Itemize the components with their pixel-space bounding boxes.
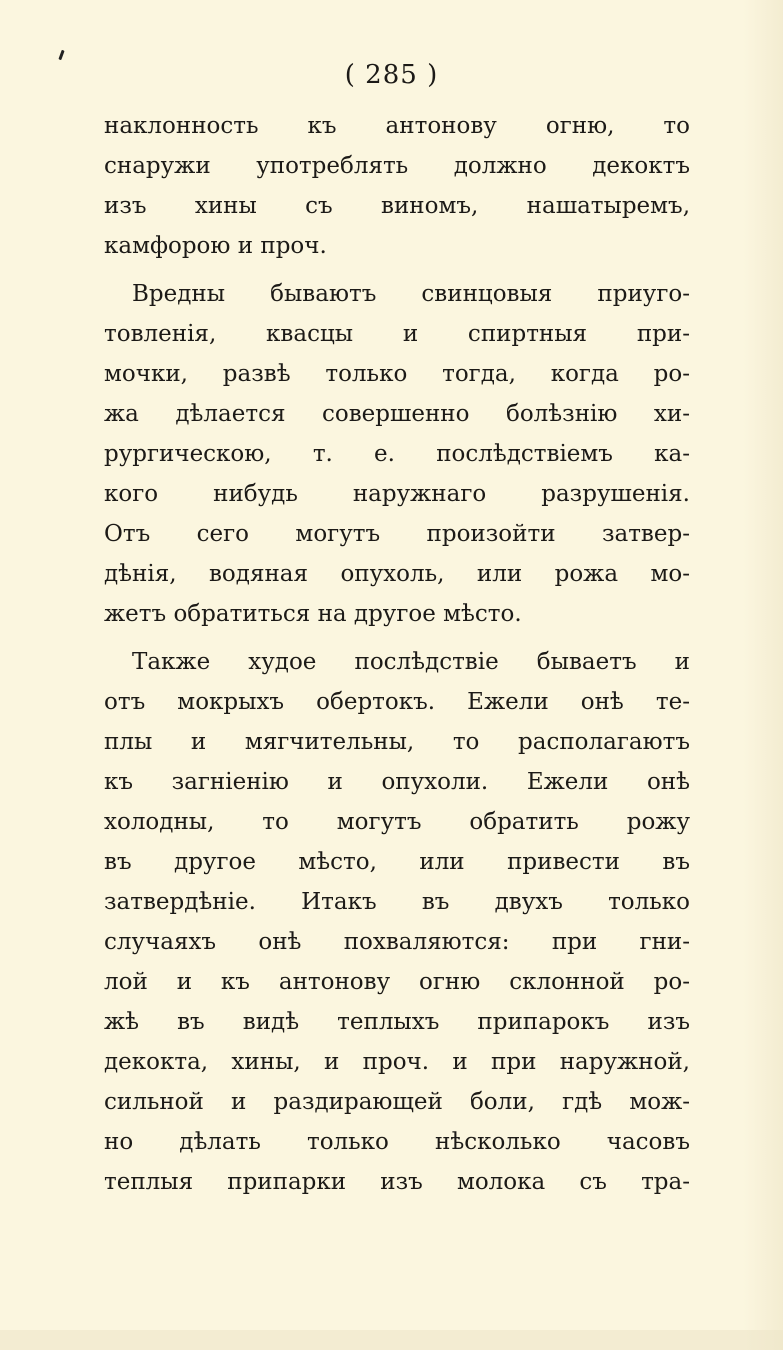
text-line: рургическою, т. е. послѣдствіемъ ка- [104,441,690,467]
paragraph-2 [104,274,690,634]
text-line: но дѣлать только нѣсколько часовъ [104,1129,690,1155]
text-line: снаружи употреблять должно декоктъ [104,153,690,179]
text-line: лой и къ антонову огню склонной ро- [104,969,690,995]
text-line: холодны, то могутъ обратить рожу [104,809,690,835]
text-line: Также худое послѣдствіе бываетъ и [132,649,690,675]
text-line: сильной и раздирающей боли, гдѣ мож- [104,1089,690,1115]
text-line: декокта, хины, и проч. и при наружной, [104,1049,690,1075]
paragraph-3 [104,642,690,1202]
text-line: кого нибудь наружнаго разрушенія. [104,481,690,507]
text-line: Отъ сего могутъ произойти затвер- [104,521,690,547]
text-line: затвердѣніе. Итакъ въ двухъ только [104,889,690,915]
text-line: дѣнія, водяная опухоль, или рожа мо- [104,561,690,587]
text-line: въ другое мѣсто, или привести въ [104,849,690,875]
text-line: плы и мягчительны, то располагаютъ [104,729,690,755]
text-line: жѣ въ видѣ теплыхъ припарокъ изъ [104,1009,690,1035]
text-line: товленія, квасцы и спиртныя при- [104,321,690,347]
text-line: теплыя припарки изъ молока съ тра- [104,1169,690,1195]
text-line: случаяхъ онѣ похваляются: при гни- [104,929,690,955]
page-number: ( 285 ) [344,60,439,90]
text-line: Вредны бываютъ свинцовыя приуго- [132,281,690,307]
text-line: камфорою и проч. [104,233,327,259]
text-line: изъ хины съ виномъ, нашатыремъ, [104,193,690,219]
text-line: отъ мокрыхъ обертокъ. Ежели онѣ те- [104,689,690,715]
text-line: мочки, развѣ только тогда, когда ро- [104,361,690,387]
text-line: жа дѣлается совершенно болѣзнію хи- [104,401,690,427]
paragraph-1 [104,106,690,266]
body-text [104,106,690,1202]
text-line: жетъ обратиться на другое мѣсто. [104,601,522,627]
ink-mark [58,50,64,60]
text-line: къ загніенію и опухоли. Ежели онѣ [104,769,690,795]
text-line: наклонность къ антонову огню, то [104,113,690,139]
